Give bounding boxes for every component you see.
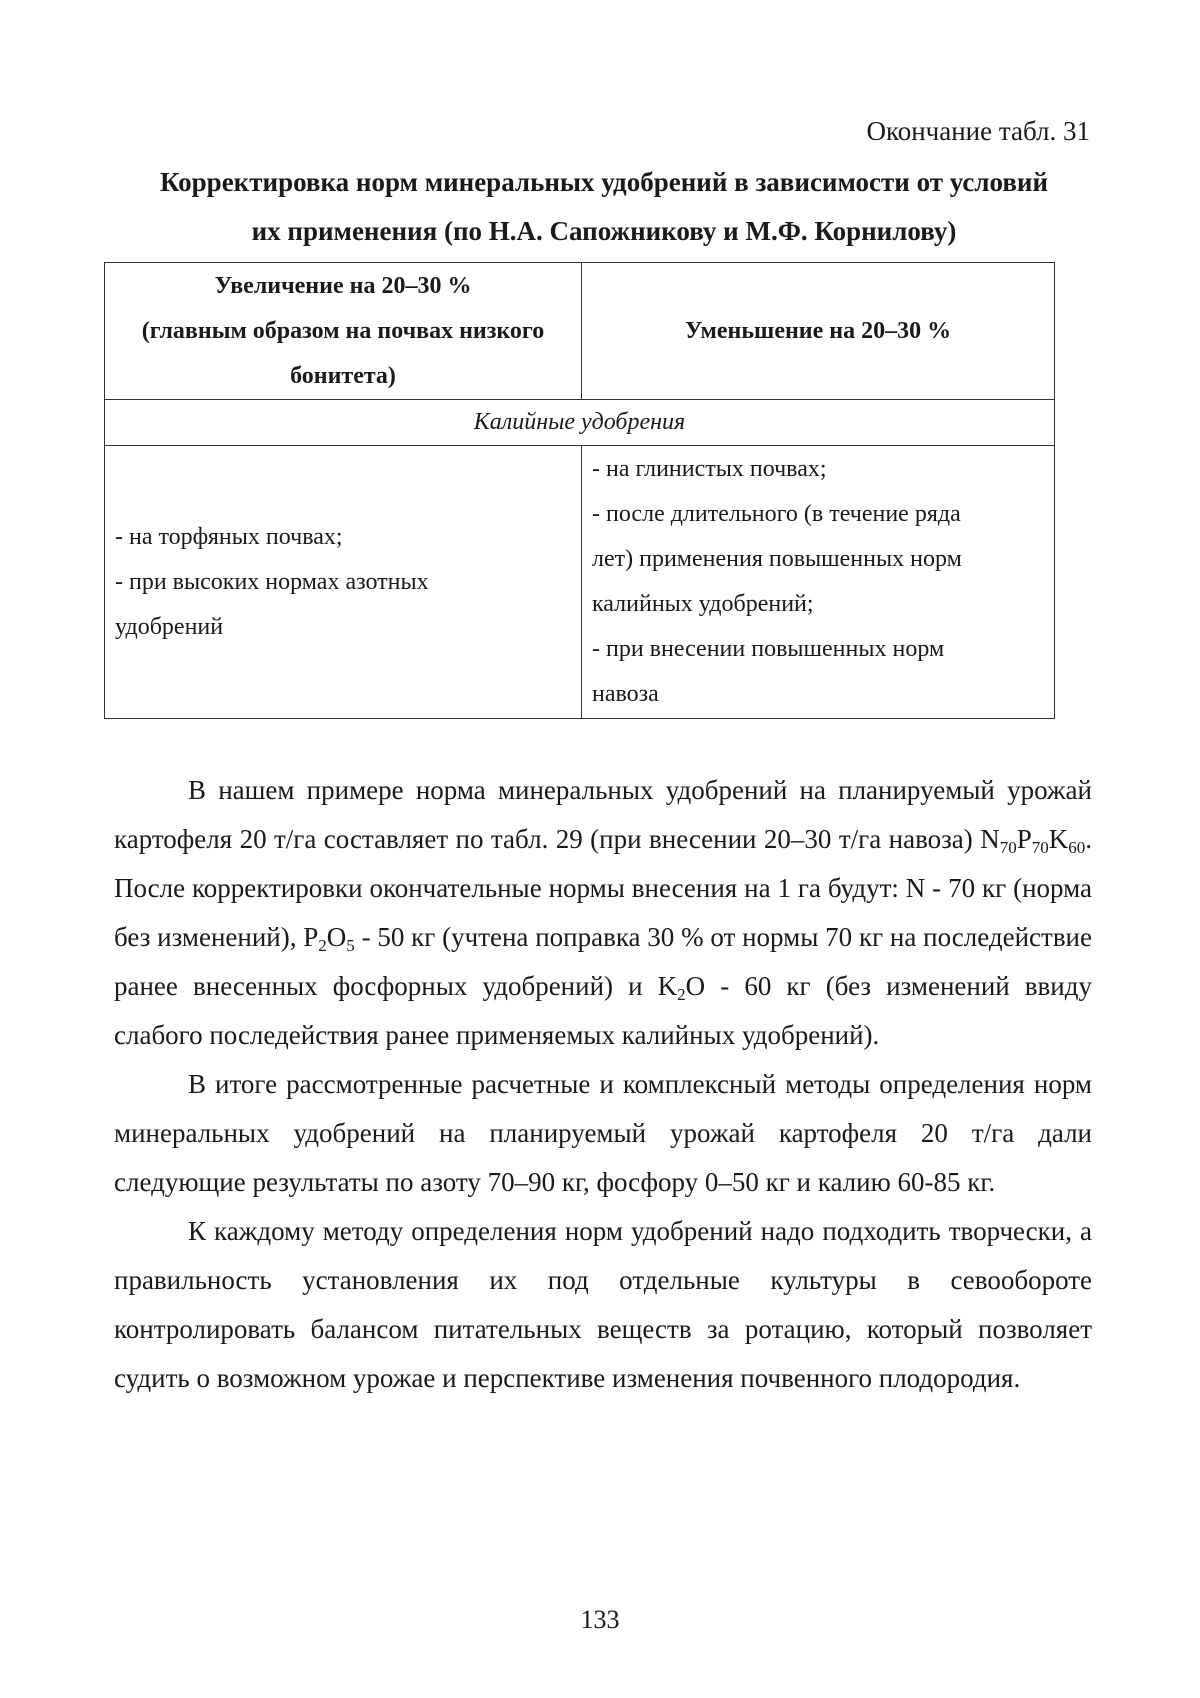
section-label: Калийные удобрения xyxy=(105,400,1055,446)
oxygen-symbol: O xyxy=(326,922,347,952)
decrease-item: - после длительного (в течение ряда xyxy=(592,501,961,527)
table-header-row xyxy=(105,263,1055,400)
paragraph-text: - 50 кг (учтена поправка 30 % от нормы 70 кг на последействие ранее внесенных фосфорных удобрений) и K xyxy=(114,922,1092,1001)
increase-item: - на торфяных почвах; xyxy=(115,523,343,550)
subscript: 2 xyxy=(677,985,686,1004)
subscript: 60 xyxy=(1068,838,1086,857)
table-title-line-1: Корректировка норм минеральных удобрений в зависимости от условий xyxy=(159,167,1049,197)
decrease-conditions-cell xyxy=(582,446,1055,719)
header-increase-line-1: Увеличение на 20–30 % xyxy=(214,272,472,299)
increase-conditions-cell xyxy=(105,446,582,719)
header-increase-cell xyxy=(105,263,582,400)
phosphorus-symbol: P xyxy=(1016,824,1032,854)
body-text xyxy=(114,766,1092,1403)
fertilizer-correction-table xyxy=(104,262,1055,719)
potassium-symbol: K xyxy=(1048,824,1069,854)
header-decrease-cell: Уменьшение на 20–30 % xyxy=(582,263,1055,400)
decrease-item: - на глинистых почвах; xyxy=(592,456,827,482)
decrease-item: - при внесении повышенных норм xyxy=(592,636,945,662)
increase-item: - при высоких нормах азотных xyxy=(115,568,429,595)
subscript: 2 xyxy=(318,936,327,955)
increase-item: удобрений xyxy=(115,613,224,640)
paragraph-conclusion: К каждому методу определения норм удобрений надо подходить творчески, а правильность установления их под отдельные культуры в севообороте контролировать балансом питательных веществ за ротацию, который позволяет судить о возможном урожае и перспективе изменения почвенного плодородия. xyxy=(114,1216,1092,1393)
decrease-item: навоза xyxy=(592,681,659,707)
decrease-item: лет) применения повышенных норм xyxy=(592,546,962,572)
paragraph-text: O - 60 кг (без изменений ввиду слабого последействия ранее применяемых калийных удобрений). xyxy=(114,971,1092,1050)
table-title xyxy=(104,158,1104,256)
table-body-row xyxy=(105,446,1055,719)
paragraph-summary: В итоге рассмотренные расчетные и комплексный методы определения норм минеральных удобрений на планируемый урожай картофеля 20 т/га дали следующие результаты по азоту 70–90 кг, фосфору 0–50 кг и калию 60-85 кг. xyxy=(114,1069,1092,1197)
nitrogen-symbol: N xyxy=(980,824,1000,854)
section-row xyxy=(105,400,1055,446)
header-increase-line-3: бонитета) xyxy=(290,362,396,389)
subscript: 5 xyxy=(346,936,355,955)
table-continuation-note: Окончание табл. 31 xyxy=(866,116,1090,146)
page-number: 133 xyxy=(580,1605,620,1634)
subscript: 70 xyxy=(1031,838,1049,857)
paragraph-example-calculation xyxy=(114,766,1092,1060)
subscript: 70 xyxy=(999,838,1017,857)
header-increase-line-2: (главным образом на почвах низкого xyxy=(141,317,545,344)
decrease-item: калийных удобрений; xyxy=(592,591,814,617)
table-title-line-2: их применения (по Н.А. Сапожникову и М.Ф. Корнилову) xyxy=(251,216,957,246)
paragraph-text: В нашем примере норма минеральных удобрений на планируемый урожай картофеля 20 т/га составляет по табл. 29 (при внесении 20–30 т/га навоза) xyxy=(114,775,1092,854)
paragraph-text: . После корректировки окончательные нормы внесения на 1 га будут: N - 70 кг (норма без изменений), P xyxy=(114,824,1092,952)
